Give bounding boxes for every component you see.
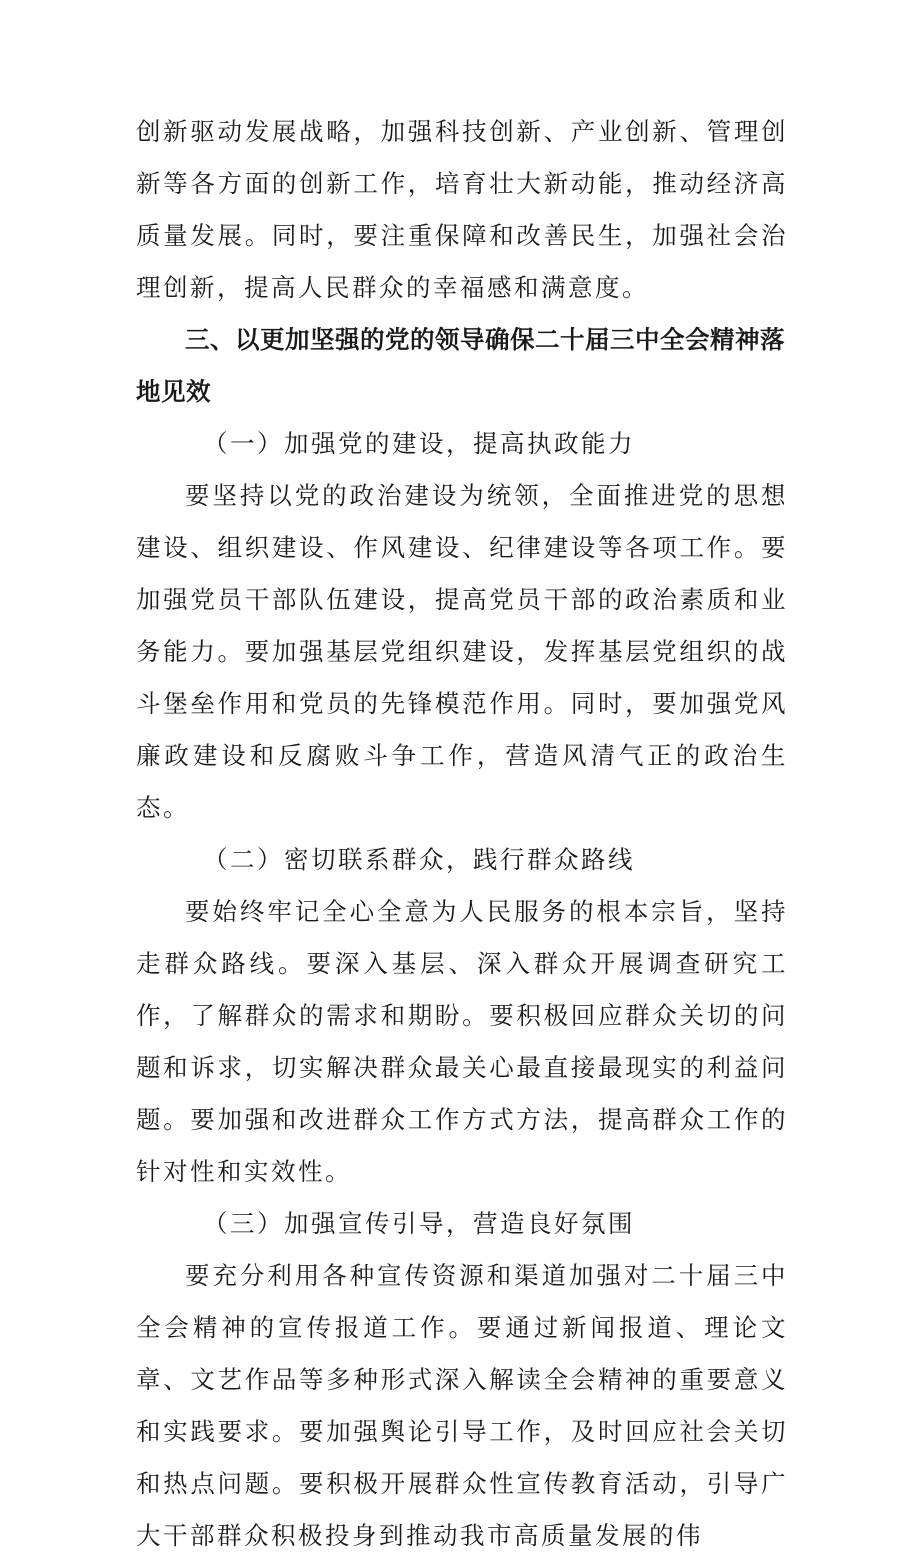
subsection-body-3: 要充分利用各种宣传资源和渠道加强对二十届三中全会精神的宣传报道工作。要通过新闻报道、理论文章、文艺作品等多种形式深入解读全会精神的重要意义和实践要求。要加强舆论引导工作，及时回应社会关切和热点问题。要积极开展群众性宣传教育活动，引导广大干部群众积极投身到推动我市高质量发展的伟 xyxy=(136,1261,788,1550)
intro-paragraph: 创新驱动发展战略，加强科技创新、产业创新、管理创新等各方面的创新工作，培育壮大新动能，推动经济高质量发展。同时，要注重保障和改善民生，加强社会治理创新，提高人民群众的幸福感和满意度。 xyxy=(136,117,788,302)
document-page xyxy=(136,106,788,1562)
subsection-body-1: 要坚持以党的政治建设为统领，全面推进党的思想建设、组织建设、作风建设、纪律建设等各项工作。要加强党员干部队伍建设，提高党员干部的政治素质和业务能力。要加强基层党组织建设，发挥基层党组织的战斗堡垒作用和党员的先锋模范作用。同时，要加强党风廉政建设和反腐败斗争工作，营造风清气正的政治生态。 xyxy=(136,481,788,822)
section-heading: 三、以更加坚强的党的领导确保二十届三中全会精神落地见效 xyxy=(136,325,785,406)
subsection-body-2: 要始终牢记全心全意为人民服务的根本宗旨，坚持走群众路线。要深入基层、深入群众开展调查研究工作，了解群众的需求和期盼。要积极回应群众关切的问题和诉求，切实解决群众最关心最直接最现实的利益问题。要加强和改进群众工作方式方法，提高群众工作的针对性和实效性。 xyxy=(136,897,788,1186)
subsection-title-2: （二）密切联系群众，践行群众路线 xyxy=(203,845,635,874)
subsection-title-3: （三）加强宣传引导，营造良好氛围 xyxy=(203,1209,635,1238)
subsection-title-1: （一）加强党的建设，提高执政能力 xyxy=(203,429,635,458)
